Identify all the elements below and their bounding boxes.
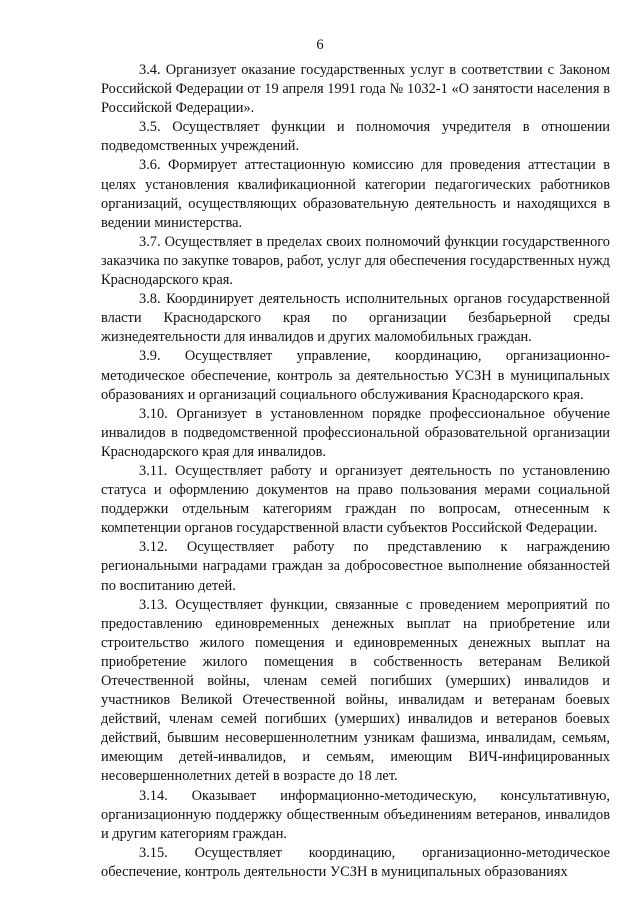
paragraph-3-15: 3.15. Осуществляет координацию, организационно-методическое обеспечение, контроль деятельности УСЗН в муниципальных образованиях	[101, 844, 610, 880]
paragraph-3-14: 3.14. Оказывает информационно-методическую, консультативную, организационную поддержку общественным объединениям ветеранов, инвалидов и другим категориям граждан.	[101, 787, 610, 842]
paragraph-3-8: 3.8. Координирует деятельность исполнительных органов государственной власти Краснодарского края по организации безбарьерной среды жизнедеятельности для инвалидов и других маломобильных граждан.	[101, 291, 610, 346]
paragraph-3-6: 3.6. Формирует аттестационную комиссию для проведения аттестации в целях установления квалификационной категории педагогических работников организаций, осуществляющих образовательную деятельность и находящихся в ведении министерства.	[101, 157, 610, 231]
paragraph-3-13: 3.13. Осуществляет функции, связанные с проведением мероприятий по предоставлению единовременных денежных выплат на приобретение или строительство жилого помещения и единовременных денежных выплат на приобретение жилого помещения в собственность ветеранам Великой Отечественной войны, членам семей погибших (умерших) инвалидов и участников Великой Отечественной войны, инвалидам и ветеранам боевых действий, членам семей погибших (умерших) инвалидов и ветеранов боевых действий, бывшим несовершеннолетним узникам фашизма, инвалидам, семьям, имеющим детей-инвалидов, и семьям, имеющим ВИЧ-инфицированных несовершеннолетних детей в возрасте до 18 лет.	[101, 596, 610, 785]
paragraph-3-4: 3.4. Организует оказание государственных услуг в соответствии с Законом Российской Федерации от 19 апреля 1991 года № 1032-1 «О занятости населения в Российской Федерации».	[101, 62, 610, 117]
paragraph-3-7: 3.7. Осуществляет в пределах своих полномочий функции государственного заказчика по закупке товаров, работ, услуг для обеспечения государственных нужд Краснодарского края.	[101, 233, 610, 289]
paragraph-3-10: 3.10. Организует в установленном порядке профессиональное обучение инвалидов в подведомственной профессиональной образовательной организации Краснодарского края для инвалидов.	[101, 405, 610, 460]
paragraph-3-5: 3.5. Осуществляет функции и полномочия учредителя в отношении подведомственных учреждений.	[101, 119, 610, 155]
document-body	[101, 61, 610, 882]
paragraph-3-12: 3.12. Осуществляет работу по представлению к награждению региональными наградами граждан за добросовестное выполнение обязанностей по воспитанию детей.	[101, 539, 610, 594]
page-number: 6	[316, 37, 324, 53]
paragraph-3-11: 3.11. Осуществляет работу и организует деятельность по установлению статуса и оформлению документов на право пользования мерами социальной поддержки отдельным категориям граждан по вопросам, отнесенным к компетенции органов государственной власти субъектов Российской Федерации.	[101, 462, 610, 537]
paragraph-3-9: 3.9. Осуществляет управление, координацию, организационно-методическое обеспечение, контроль за деятельностью УСЗН в муниципальных образованиях и организаций социального обслуживания Краснодарского края.	[101, 348, 610, 403]
